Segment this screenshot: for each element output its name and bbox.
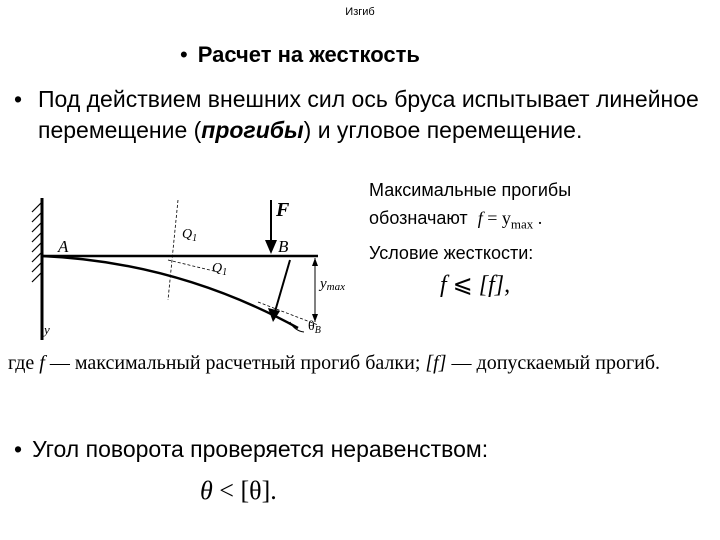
stiffness-rhs: [f],	[478, 272, 511, 298]
rotation-bullet	[14, 436, 488, 463]
note-line-1: Максимальные прогибы	[369, 180, 572, 200]
rotation-bullet-text: Угол поворота проверяется неравенством:	[32, 436, 489, 462]
intro-text-after: ) и угловое перемещение.	[303, 117, 583, 143]
where-suffix: — допускаемый прогиб.	[446, 352, 661, 374]
beam-diagram	[28, 190, 373, 350]
tangent-line-2	[168, 260, 218, 272]
tangent-line	[168, 200, 178, 300]
label-y-axis: y	[44, 322, 50, 337]
note-formula-sub: max	[510, 216, 534, 232]
label-theta-b: $\theta_B$	[308, 319, 321, 336]
label-A: A	[58, 237, 69, 256]
displacement-arrow	[274, 260, 290, 315]
where-prefix: где	[8, 352, 40, 374]
theta-condition	[200, 476, 277, 506]
theta-rhs: [θ]	[240, 476, 271, 505]
intro-emphasis: прогибы	[201, 117, 304, 143]
intro-text	[38, 84, 714, 146]
subheading-text: Расчет на жесткость	[197, 42, 420, 67]
theta-rel: <	[219, 476, 234, 505]
subheading-bullet: •	[180, 42, 188, 67]
deflection-curve	[42, 256, 298, 328]
label-Q1-top: $Q_1$	[182, 227, 198, 244]
label-ymax: ymax	[320, 276, 345, 293]
intro-bullet: •	[14, 86, 23, 112]
max-deflection-note	[369, 176, 571, 267]
where-f: f	[39, 352, 45, 374]
stiffness-rel: ⩽	[452, 272, 473, 298]
ymax-arrow-top	[312, 258, 318, 266]
intro-paragraph	[14, 84, 714, 146]
theta-lhs: θ	[200, 476, 213, 505]
stiffness-lhs: f	[440, 272, 447, 298]
note-formula-f: f	[477, 208, 483, 228]
note-formula-end: .	[533, 208, 543, 228]
note-line-2	[369, 204, 571, 239]
where-bracket: [f]	[425, 352, 447, 374]
note-line-3: Условие жесткости:	[369, 242, 534, 263]
subheading	[180, 42, 420, 68]
label-Q1-bottom: $Q_1$	[212, 261, 228, 278]
intro-text-before: Под действием внешних сил ось бруса испытывает линейное перемещение (	[38, 86, 699, 143]
stiffness-condition	[440, 270, 510, 299]
rotation-bullet-dot: •	[14, 436, 23, 462]
force-arrowhead	[265, 240, 277, 254]
label-B: B	[278, 237, 289, 256]
note-line-2-text: обозначают	[369, 208, 468, 228]
note-formula-eq: = y	[482, 208, 511, 228]
label-F: F	[276, 199, 290, 221]
where-middle: — максимальный расчетный прогиб балки;	[44, 352, 426, 374]
slide-header: Изгиб	[345, 6, 375, 18]
theta-end: .	[270, 476, 277, 505]
where-explanation	[8, 348, 668, 378]
